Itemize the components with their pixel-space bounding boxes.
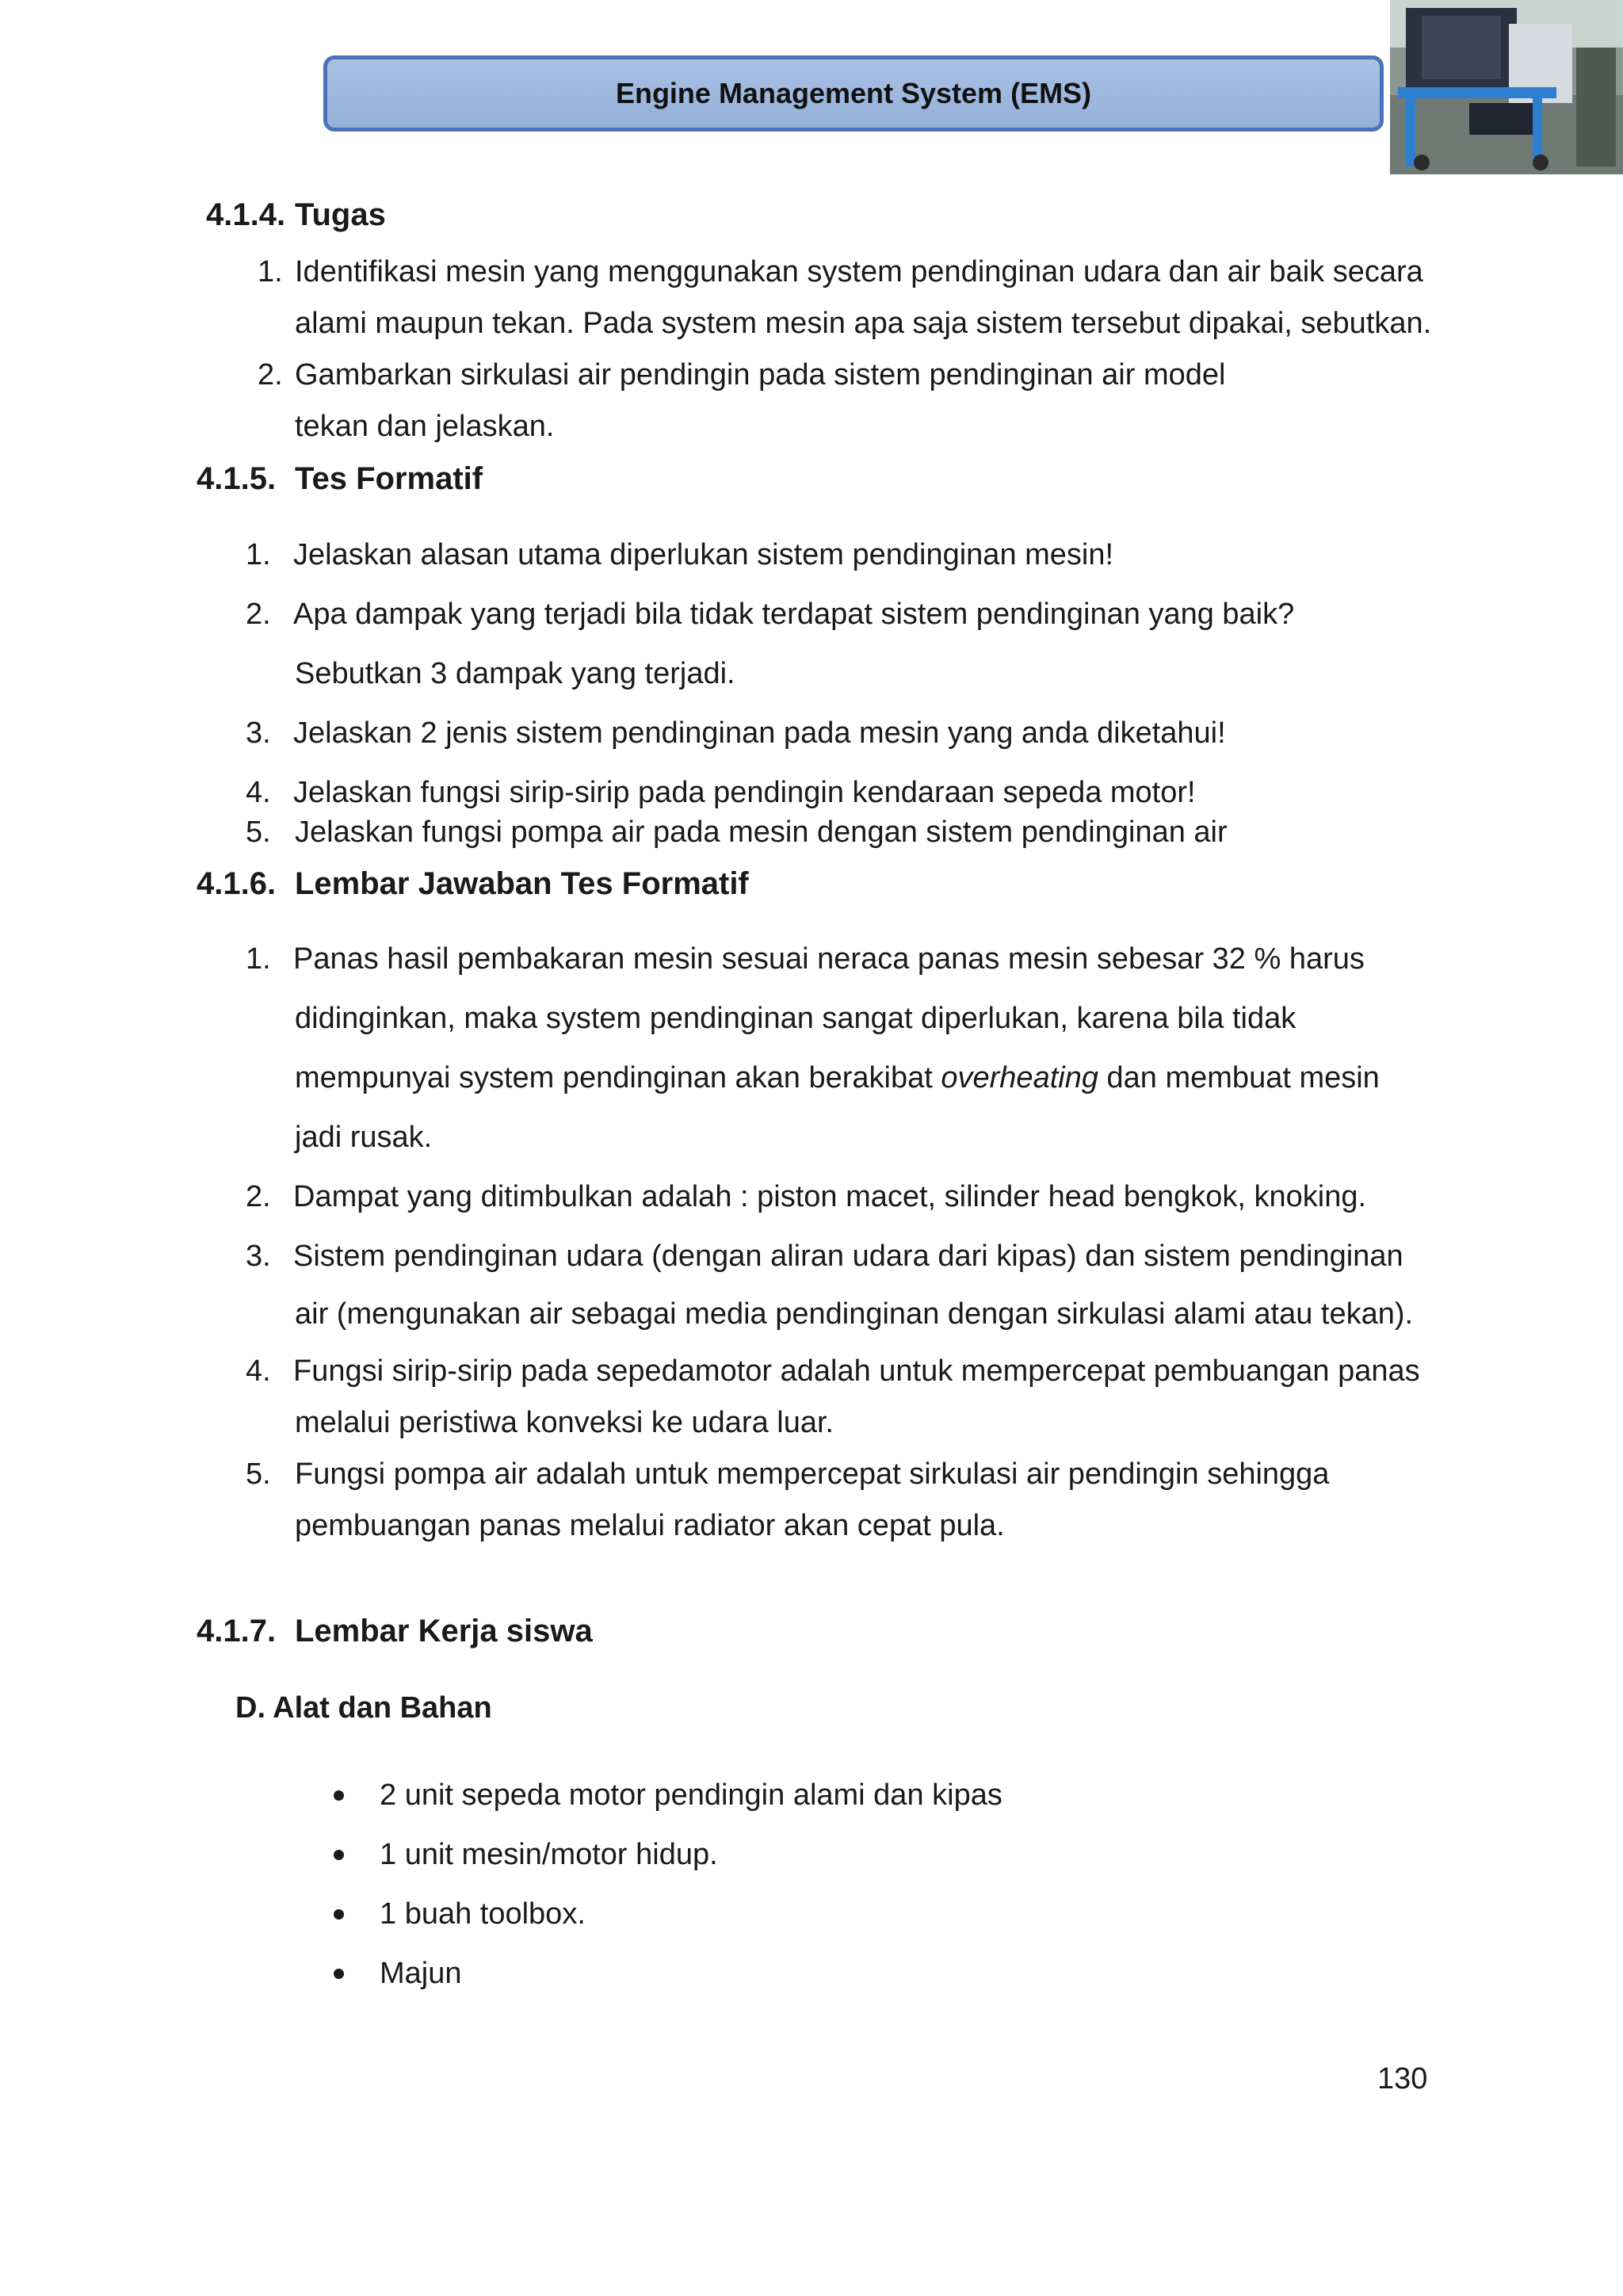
list-item-number: 1. [246,538,271,571]
section-title: Lembar Kerja siswa [295,1614,593,1648]
list-item-line: Jelaskan alasan utama diperlukan sistem pendinginan mesin! [293,538,1114,571]
list-item-number: 4. [246,776,271,809]
list-item-number: 1. [246,942,271,976]
list-item-line: Fungsi sirip-sirip pada sepedamotor adalah untuk mempercepat pembuangan panas [293,1354,1420,1388]
section-number: 4.1.6. [197,866,277,901]
list-item-number: 5. [246,1457,271,1491]
bullet-item: 1 unit mesin/motor hidup. [380,1838,718,1871]
section-title: Tes Formatif [295,461,483,496]
list-item-number: 3. [246,1240,271,1273]
bullet-icon [334,1790,344,1801]
list-item-number: 3. [246,716,271,750]
list-item-line: air (mengunakan air sebagai media pendinginan dengan sirkulasi alami atau tekan). [295,1297,1414,1331]
list-item-number: 1. [258,255,283,288]
engine-stand-photo [1390,0,1623,174]
list-item-line: tekan dan jelaskan. [295,410,555,443]
subsection-heading: D. Alat dan Bahan [235,1691,492,1725]
list-item-number: 5. [246,816,271,849]
section-title: Lembar Jawaban Tes Formatif [295,866,749,901]
list-item-line: didinginkan, maka system pendinginan sangat diperlukan, karena bila tidak [295,1002,1296,1035]
page-number: 130 [1377,2062,1428,2095]
section-number: 4.1.5. [197,461,277,496]
section-number: 4.1.4. [206,197,286,232]
bullet-item: Majun [380,1957,462,1990]
list-item-line: Apa dampak yang terjadi bila tidak terdapat sistem pendinginan yang baik? [293,598,1295,631]
list-item-number: 2. [258,358,283,392]
list-item-line: melalui peristiwa konveksi ke udara luar. [295,1406,834,1439]
list-item-line: Dampat yang ditimbulkan adalah : piston macet, silinder head bengkok, knoking. [293,1180,1367,1213]
list-item-line: Gambarkan sirkulasi air pendingin pada sistem pendinginan air model [295,358,1226,392]
text-run: mempunyai system pendinginan akan berakibat [295,1061,933,1095]
list-item-number: 4. [246,1354,271,1388]
list-item-line: Fungsi pompa air adalah untuk mempercepat sirkulasi air pendingin sehingga [295,1457,1330,1491]
list-item-number: 2. [246,1180,271,1213]
list-item-line: alami maupun tekan. Pada system mesin apa saja sistem tersebut dipakai, sebutkan. [295,307,1432,340]
section-title: Tugas [295,197,386,232]
bullet-item: 1 buah toolbox. [380,1897,586,1931]
list-item-line: jadi rusak. [295,1121,433,1154]
list-item-line: Panas hasil pembakaran mesin sesuai neraca panas mesin sebesar 32 % harus [293,942,1365,976]
bullet-icon [334,1969,344,1979]
list-item-line: Jelaskan fungsi sirip-sirip pada pendingin kendaraan sepeda motor! [293,776,1196,809]
bullet-icon [334,1909,344,1920]
list-item-line [295,1061,1380,1095]
header-title: Engine Management System (EMS) [323,55,1384,132]
list-item-line: Identifikasi mesin yang menggunakan system pendinginan udara dan air baik secara [295,255,1423,288]
list-item-line: pembuangan panas melalui radiator akan cepat pula. [295,1509,1005,1542]
list-item-line: Jelaskan 2 jenis sistem pendinginan pada mesin yang anda diketahui! [293,716,1226,750]
list-item-line: Sebutkan 3 dampak yang terjadi. [295,657,735,690]
list-item-line: Sistem pendinginan udara (dengan aliran udara dari kipas) dan sistem pendinginan [293,1240,1403,1273]
italic-term: overheating [941,1061,1098,1095]
section-number: 4.1.7. [197,1614,277,1648]
text-run: dan membuat mesin [1106,1061,1380,1095]
list-item-number: 2. [246,598,271,631]
bullet-icon [334,1850,344,1860]
bullet-item: 2 unit sepeda motor pendingin alami dan kipas [380,1778,1002,1812]
list-item-line: Jelaskan fungsi pompa air pada mesin dengan sistem pendinginan air [295,816,1228,849]
